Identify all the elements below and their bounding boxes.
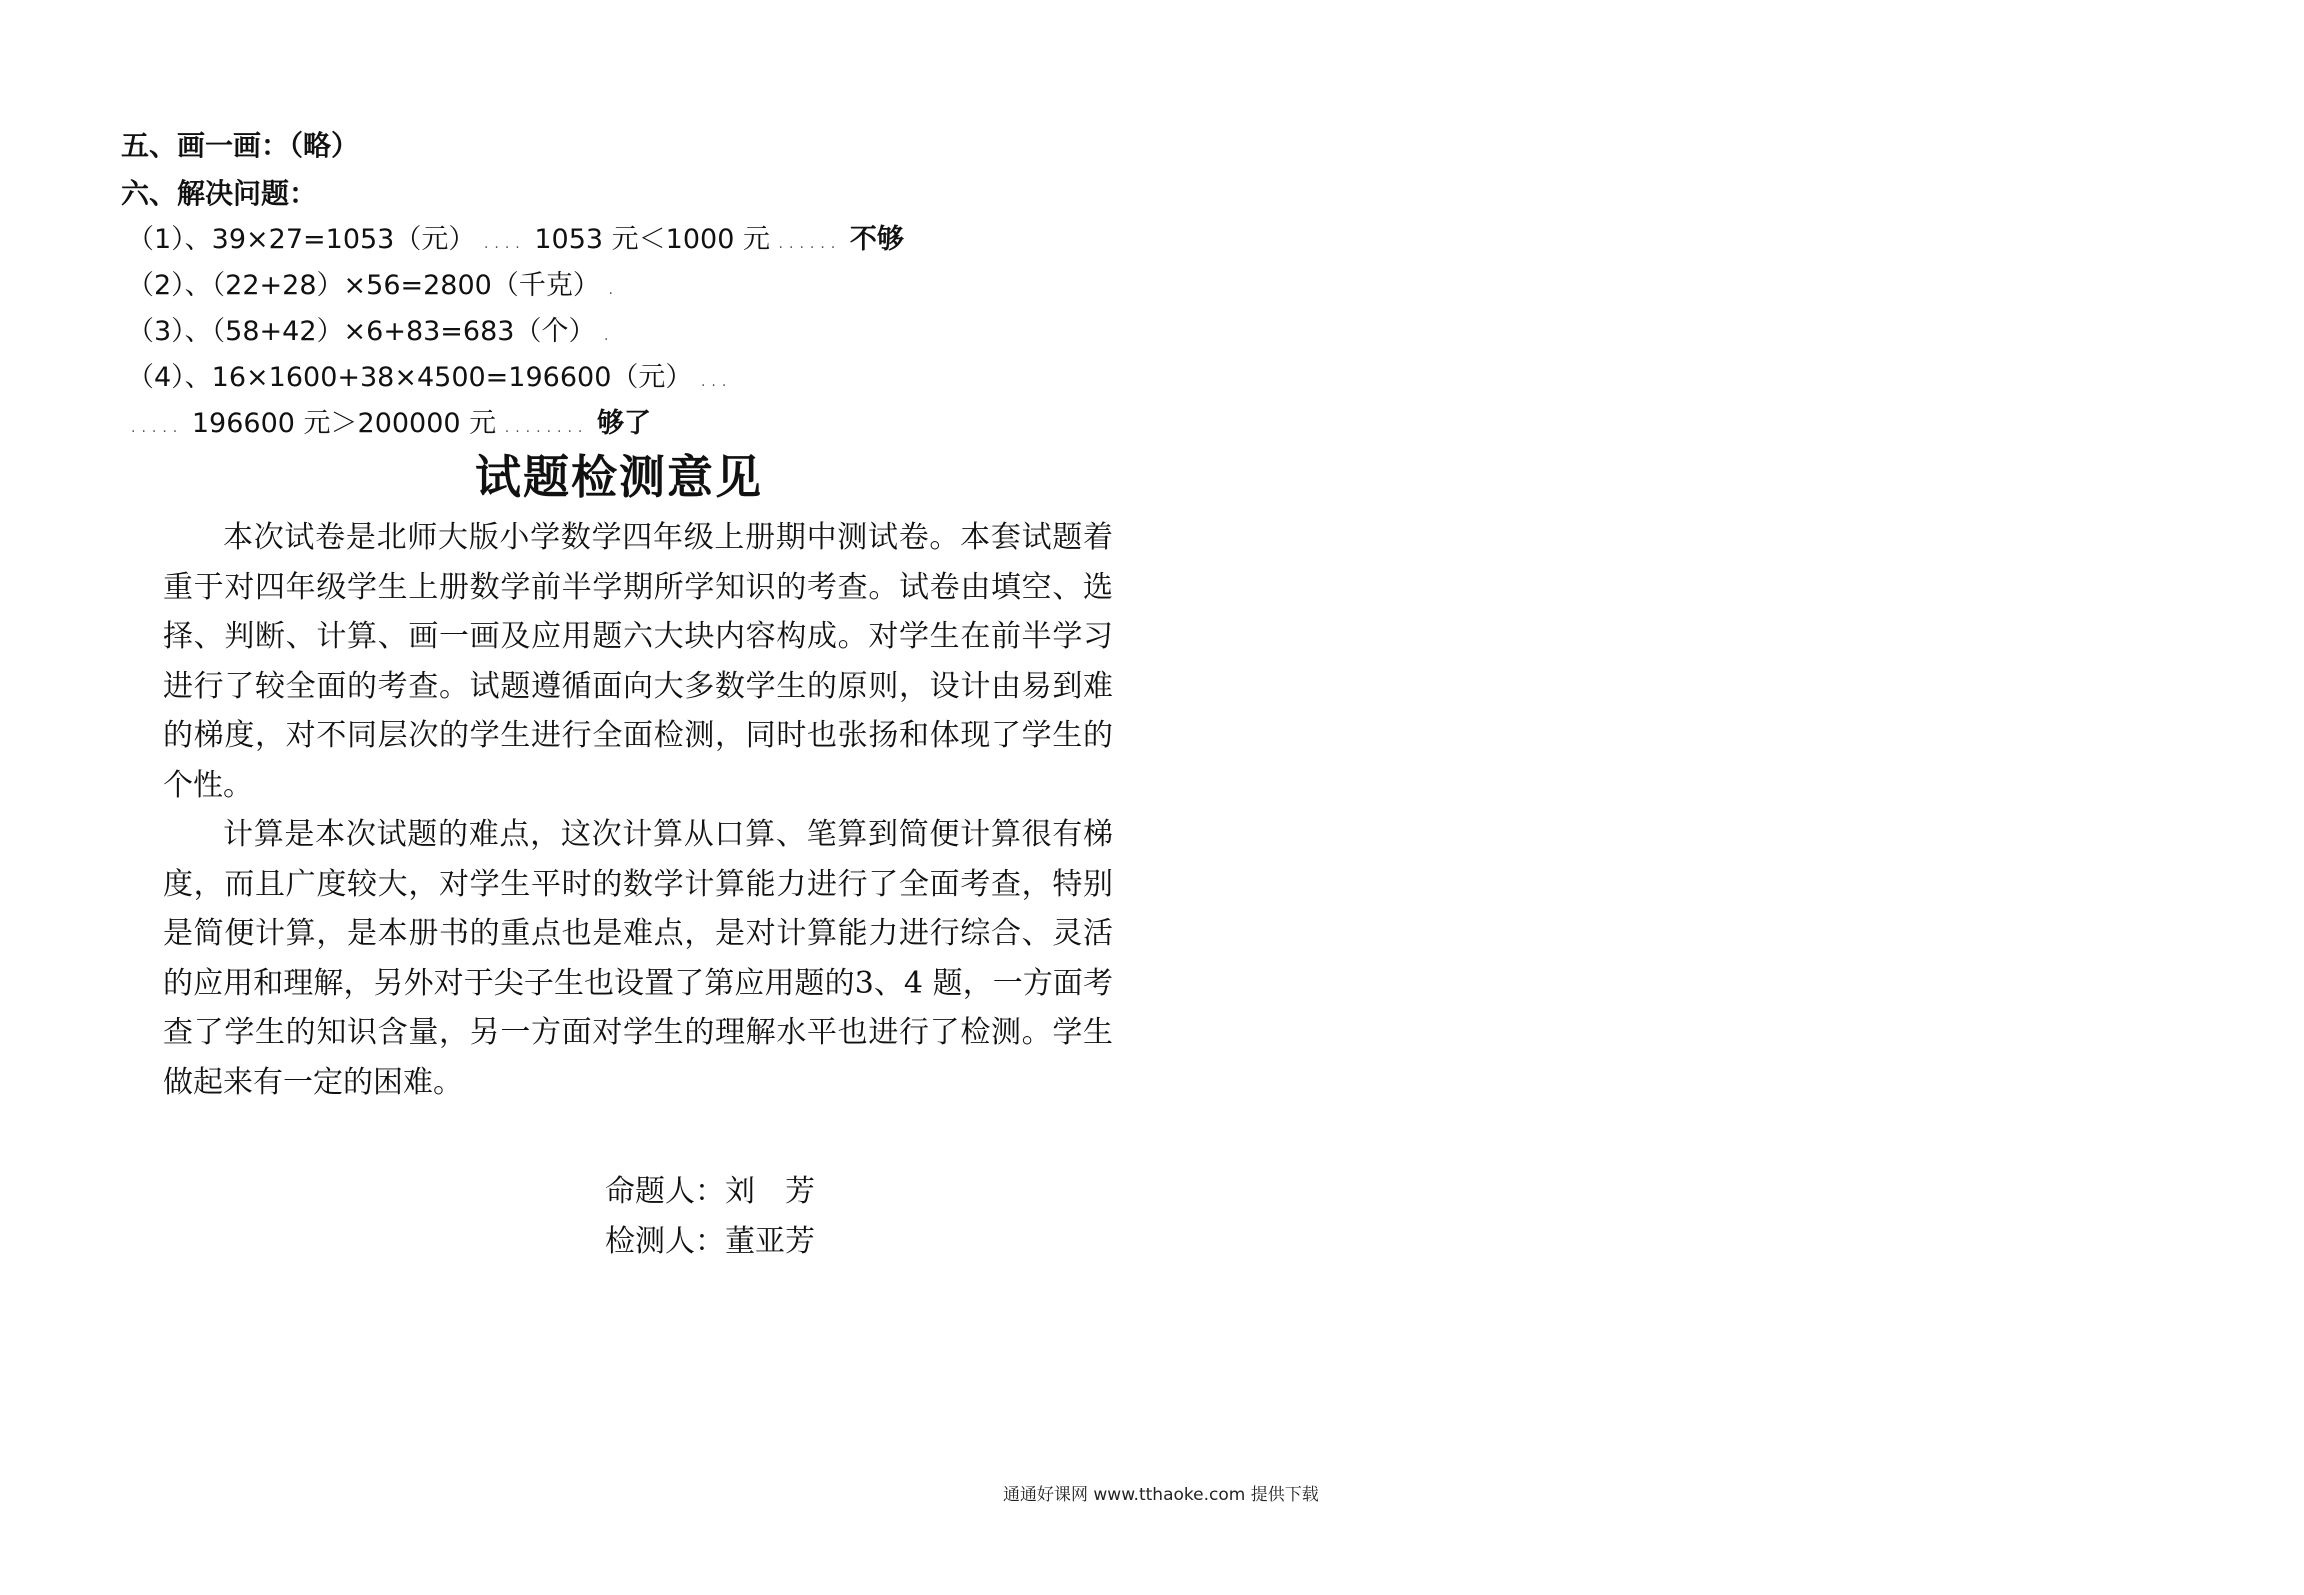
answer-line-3	[127, 314, 615, 354]
answer-1-expression: （1）、39×27=1053（元）	[127, 224, 476, 255]
answer-4-comparison: 196600 元＞200000 元	[191, 408, 497, 439]
answer-line-2	[127, 268, 619, 308]
checker-label: 检测人：	[605, 1224, 725, 1259]
report-paragraph-2: 计算是本次试题的难点，这次计算从口算、笔算到简便计算很有梯度，而且广度较大，对学生平时的数学计算能力进行了全面考查，特别是简便计算，是本册书的重点也是难点，是对计算能力进行综合、灵活的应用和理解，另外对于尖子生也设置了第应用题的3、4 题，一方面考查了学生的知识含量，另一方面对学生的理解水平也进行了检测。学生做起来有一定的困难。	[163, 817, 1113, 1100]
report-body	[163, 513, 1113, 1107]
answer-1-result: 不够	[849, 224, 904, 255]
answer-2-dots: .	[608, 282, 619, 298]
answer-1-dots-2: ......	[778, 236, 842, 252]
section-six-heading: 六、解决问题：	[121, 177, 318, 210]
answer-1-dots: ....	[483, 236, 526, 252]
answer-1-comparison: 1053 元＜1000 元	[534, 224, 770, 255]
report-title: 试题检测意见	[475, 450, 763, 504]
author-label: 命题人：	[605, 1174, 725, 1209]
answer-2-expression: （2）、（22+28）×56=2800（千克）	[127, 270, 600, 301]
author-name: 刘 芳	[725, 1174, 815, 1209]
answer-4-expression: （4）、16×1600+38×4500=196600（元）	[127, 362, 693, 393]
footer-credit: 通通好课网 www.tthaoke.com 提供下载	[1003, 1485, 1319, 1505]
report-paragraph-1: 本次试卷是北师大版小学数学四年级上册期中测试卷。本套试题着重于对四年级学生上册数学前半学期所学知识的考查。试卷由填空、选择、判断、计算、画一画及应用题六大块内容构成。对学生在前半学习进行了较全面的考查。试题遵循面向大多数学生的原则，设计由易到难的梯度，对不同层次的学生进行全面检测，同时也张扬和体现了学生的个性。	[163, 520, 1113, 803]
answer-line-4	[127, 360, 732, 400]
checker-name: 董亚芳	[725, 1224, 815, 1259]
answer-3-dots: .	[604, 328, 615, 344]
answer-line-1	[127, 222, 904, 262]
checker-line	[605, 1218, 815, 1266]
answer-3-expression: （3）、（58+42）×6+83=683（个）	[127, 316, 596, 347]
answer-4-lead-dots: .....	[131, 420, 184, 436]
section-five-heading: 五、画一画：（略）	[121, 129, 360, 162]
answer-4-dots: ...	[700, 374, 733, 390]
author-line	[605, 1168, 815, 1216]
answer-4-result: 够了	[596, 408, 651, 439]
answer-line-4-continued	[131, 406, 651, 446]
answer-4-dots-2: ........	[504, 420, 589, 436]
